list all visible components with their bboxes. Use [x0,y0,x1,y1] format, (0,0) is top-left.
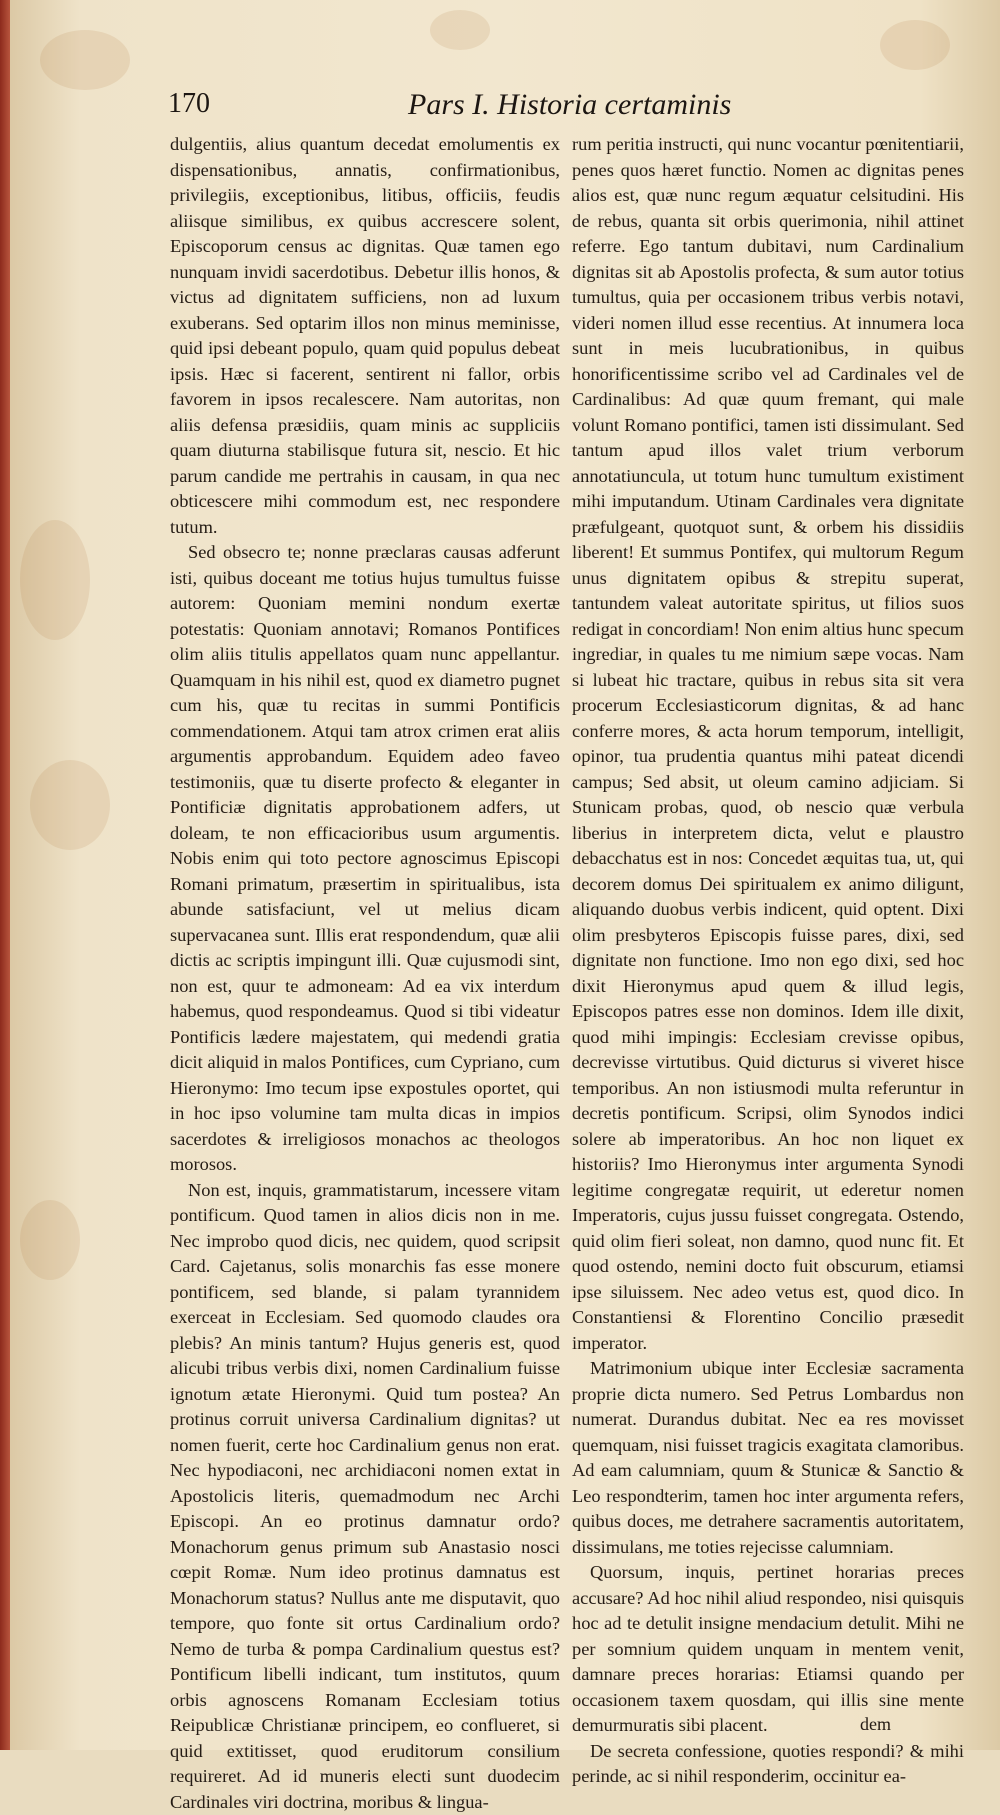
paper-stain [30,760,110,850]
text-column-right [572,132,964,1790]
paper-stain [430,10,490,50]
running-title: Pars I. Historia certaminis [408,88,731,122]
catchword: dem [860,1714,891,1735]
paper-stain [880,20,950,70]
binding-edge [0,0,10,1750]
paragraph: De secreta confessione, quoties respondi? & mihi perinde, ac si nihil responderim, occinitur ea- [572,1739,964,1790]
paragraph: Sed obsecro te; nonne præclaras causas adferunt isti, quibus doceant me totius hujus tumultus fuisse autorem: Quoniam memini nondum exertæ potestatis: Quoniam annotavi; Romanos Pontifices olim aliis titulis appellatos quam nunc appellantur. Quamquam in his nihil est, quod ex diametro pugnet cum his, quæ tu recitas in summi Pontificis commendationem. Atqui tam atrox crimen erat aliis argumentis approbandum. Equidem adeo faveo testimoniis, quæ tu diserte profecto & eleganter in Pontificiæ dignitatis approbationem adfers, ut doleam, te non efficacioribus usum argumentis. Nobis enim qui toto pectore agnoscimus Episcopi Romani primatum, præsertim in spiritualibus, ista abunde satisfaciunt, vel ut melius dicam supervacanea sunt. Illis erat respondendum, quæ alii dictis ac scriptis impingunt illi. Quæ cujusmodi sint, non est, quur te admoneam: Ad ea vix interdum habemus, quod respondeamus. Quod si tibi videatur Pontificis lædere majestatem, qui medendi gratia dicit aliquid in malos Pontifices, cum Cypriano, cum Hieronymo: Imo tecum ipse expostules oportet, qui in hoc ipso volumine tam multa dicas in impios sacerdotes & irreligiosos monachos ac theologos morosos. [170,540,560,1178]
running-header [168,88,968,130]
paper-stain [40,30,130,90]
paragraph: Non est, inquis, grammatistarum, incessere vitam pontificum. Quod tamen in alios dicis non in me. Nec improbo quod dicis, nec quidem, quod scripsit Card. Cajetanus, solis monarchis fas esse monere pontificem, sed blande, si palam tyrannidem exerceat in Ecclesiam. Sed quomodo claudes ora plebis? An minis tantum? Hujus generis est, quod alicubi tribus verbis dixi, nomen Cardinalium fuisse ignotum ætate Hieronymi. Quid tum postea? An protinus corruit universa Cardinalium dignitas? ut nomen fuerit, certe hoc Cardinalium genus non erat. Nec hypodiaconi, nec archidiaconi nomen extat in Apostolicis literis, quemadmodum nec Archi Episcopi. An eo protinus damnatur ordo? Monachorum genus primum sub Anastasio nosci cœpit Romæ. Num ideo protinus damnatus est Monachorum status? Nullus ante me disputavit, quo tempore, quo fonte sit ortus Cardinalium ordo? Nemo de turba & pompa Cardinalium questus est? Pontificum libelli indicant, tum institutos, quum orbis agnoscens Romanam Ecclesiam totius Reipublicæ Christianæ principem, eo conflueret, si quid extitisset, quod eruditorum consilium requireret. Ad id muneris electi sunt duodecim Cardinales viri doctrina, moribus & lingua- [170,1178,560,1815]
text-column-left [170,132,560,1815]
paper-stain [20,1200,80,1280]
paper-stain [20,520,90,640]
paragraph: rum peritia instructi, qui nunc vocantur pœnitentiarii, penes quos hæret functio. Nomen ac dignitas penes alios est, quæ nunc regum æquatur celsitudini. His de rebus, quanta sit orbis querimonia, nihil attinet referre. Ego tantum dubitavi, num Cardinalium dignitas sit ab Apostolis profecta, & sum autor totius tumultus, quia per occasionem tribus verbis notavi, videri nomen illud esse recentius. At innumera loca sunt in meis lucubrationibus, in quibus honorificentissime scribo vel ad Cardinales vel de Cardinalibus: Ad quæ quum fremant, qui male volunt Romano pontifici, tamen isti dissimulant. Sed tantum apud illos valet trium verborum annotatiuncula, ut totum hunc tumultum existiment mihi imputandum. Utinam Cardinales vera dignitate præfulgeant, quotquot sunt, & orbem his dissidiis liberent! Et summus Pontifex, qui multorum Regum unus dignitatem opibus & strepitu superat, tantundem valeat autoritate spiritus, ut filios suos redigat in concordiam! Non enim altius hunc specum ingrediar, in quales tu me nimium sæpe vocas. Nam si lubeat hic tractare, quibus in rebus sita sit vera procerum Ecclesiasticorum dignitas, & ad hanc conferre mores, & acta horum temporum, intelligit, opinor, tua prudentia quantus mihi pateat dicendi campus; Sed absit, ut oleum camino adjiciam. Si Stunicam probas, quod, ob nescio quæ verbula liberius in interpretem dicta, velut e plaustro debacchatus est in nos: Concedet æquitas tua, ut, qui decorem domus Dei spiritualem ex animo diligunt, aliquando duobus verbis indicent, quid optent. Dixi olim presbyteros Episcopis fuisse pares, dixi, sed dignitate non functione. Imo non ego dixi, sed hoc dixit Hieronymus apud quem & illud legis, Episcopos patres esse non dominos. Idem ille dixit, quod mihi impingis: Ecclesiam crevisse opibus, decrevisse virtutibus. Quid dicturus si viveret hisce temporibus. An non istiusmodi multa referuntur in decretis pontificum. Scripsi, olim Synodos indici solere ab imperatoribus. An hoc non liquet ex historiis? Imo Hieronymus inter argumenta Synodi legitime congregatæ requirit, ut ederetur nomen Imperatoris, cujus jussu fuisset congregata. Ostendo, quid olim fieri soleat, non damno, quod nunc fit. Et quod ostendo, nemini docto fuit obscurum, etiamsi ipse siluissem. Nec adeo vetus est, quod dico. In Constantiensi & Florentino Concilio præsedit imperator. [572,132,964,1356]
paragraph: Matrimonium ubique inter Ecclesiæ sacramenta proprie dicta numero. Sed Petrus Lombardus non numerat. Durandus dubitat. Nec ea res movisset quemquam, nisi fuisset tragicis exagitata clamoribus. Ad eam calumniam, quum & Stunicæ & Sanctio & Leo respondterim, tamen hoc inter argumenta refers, quibus doces, me detrahere sacramentis autoritatem, dissimulans, me toties rejecisse calumniam. [572,1356,964,1560]
paragraph: dulgentiis, alius quantum decedat emolumentis ex dispensationibus, annatis, confirmationibus, privilegiis, exceptionibus, litibus, officiis, feudis aliisque similibus, ex quibus accrescere solent, Episcoporum census ac dignitas. Quæ tamen ego nunquam invidi sacerdotibus. Debetur illis honos, & victus ad dignitatem sufficiens, non ad luxum exuberans. Sed optarim illos non minus meminisse, quid ipsi debeant populo, quam quid populus debeat ipsis. Hæc si facerent, sentirent ni fallor, orbis favorem in ipsos recalescere. Nam autoritas, non aliis defensa præsidiis, quam minis ac suppliciis quam diuturna stabilisque futura sit, nescio. Et hic parum candide me pertrahis in causam, in qua nec obticescere mihi commodum est, nec respondere tutum. [170,132,560,540]
paragraph: Quorsum, inquis, pertinet horarias preces accusare? Ad hoc nihil aliud respondeo, nisi quisquis hoc ad te detulit insigne mendacium detulit. Mihi ne per somnium quidem unquam in mentem venit, damnare preces horarias: Etiamsi quando per occasionem taxem quosdam, qui illis sine mente demurmuratis sibi placent. [572,1560,964,1739]
page-number: 170 [168,88,210,120]
